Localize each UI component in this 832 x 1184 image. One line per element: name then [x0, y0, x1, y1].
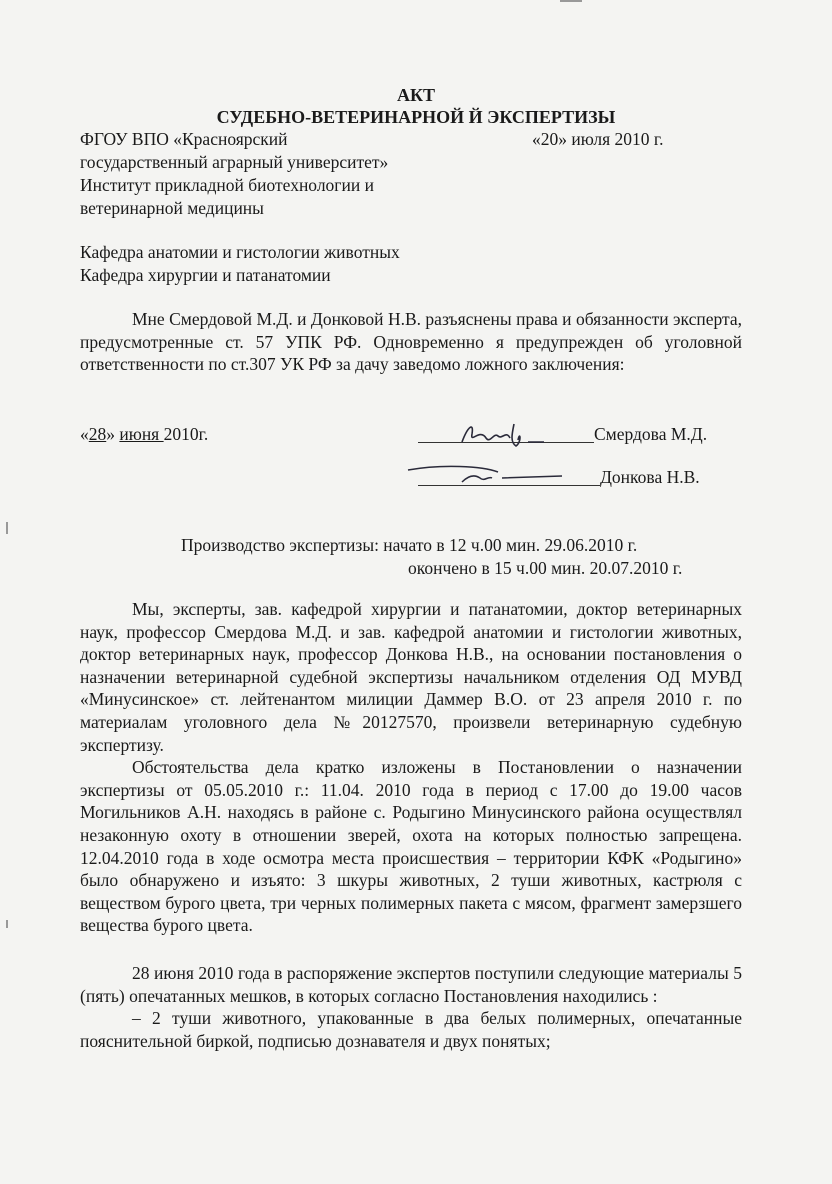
date-year: 2010г. [163, 424, 209, 444]
rights-paragraph: Мне Смердовой М.Д. и Донковой Н.В. разъяснены права и обязанности эксперта, предусмотренные ст. 57 УПК РФ. Одновременно я предупрежден об уголовной ответственности по ст.307 УК РФ за дачу заведомо ложного заключения: [80, 309, 742, 375]
date-close: » [106, 424, 120, 444]
doc-title-line1: АКТ [396, 85, 436, 105]
department-2: Кафедра хирургии и патанатомии [80, 265, 331, 285]
signature-date [80, 423, 208, 445]
scan-mark-left-2 [6, 920, 8, 928]
signer-2-name: Донкова Н.В. [600, 467, 700, 487]
date-day: 28 [88, 424, 107, 444]
body-paragraph-4: – 2 туши животного, упакованные в два белых полимерных, опечатанные пояснительной биркой, подписью дознавателя и двух понятых; [80, 1008, 742, 1051]
org-name-line4: ветеринарной медицины [80, 198, 264, 218]
body-paragraph-2: Обстоятельства дела кратко изложены в Постановлении о назначении экспертизы от 05.05.2010 г.: 11.04. 2010 года в период с 17.00 до 19.00 часов Могильников А.Н. находясь в районе с. Родыгино Минусинского района осуществлял незаконную охоту в отношении зверей, охота на которых полностью запрещена. 12.04.2010 года в ходе осмотра места происшествия – территории КФК «Родыгино» было обнаружено и изъято: 3 шкуры животных, 2 туши животных, кастрюля с веществом бурого цвета, три черных полимерных пакета с мясом, фрагмент замерзшего вещества бурого цвета. [80, 757, 742, 936]
doc-date: «20» июля 2010 г. [532, 129, 664, 149]
department-1: Кафедра анатомии и гистологии животных [80, 242, 400, 262]
scan-mark [560, 0, 582, 2]
org-name-line1: ФГОУ ВПО «Красноярский [80, 129, 288, 149]
body-text-2 [80, 962, 742, 1052]
date-open: « [80, 424, 89, 444]
body-text [80, 598, 742, 937]
scan-mark-left-1 [6, 522, 8, 534]
org-name-line2: государственный аграрный университет» [80, 152, 389, 172]
signer-1-name: Смердова М.Д. [594, 424, 708, 444]
body-paragraph-3: 28 июня 2010 года в распоряжение экспертов поступили следующие материалы 5 (пять) опечатанных мешков, в которых согласно Постановления находились : [80, 963, 742, 1006]
signature-scribble-2 [402, 458, 572, 488]
body-paragraph-1: Мы, эксперты, зав. кафедрой хирургии и патанатомии, доктор ветеринарных наук, профессор Смердова М.Д. и зав. кафедрой анатомии и гистологии животных, доктор ветеринарных наук, профессор Донкова Н.В., на основании постановления о назначении ветеринарной судебной экспертизы начальником отделения ОД МУВД «Минусинское» ст. лейтенантом милиции Даммер В.О. от 23 апреля 2010 г. по материалам уголовного дела №20127570, произвели ветеринарную судебную экспертизу. [80, 599, 742, 755]
doc-title-line2: СУДЕБНО-ВЕТЕРИНАРНОЙ Й ЭКСПЕРТИЗЫ [216, 107, 616, 127]
date-month: июня [119, 424, 164, 444]
org-name-line3: Институт прикладной биотехнологии и [80, 175, 374, 195]
production-finished: окончено в 15 ч.00 мин. 20.07.2010 г. [408, 558, 683, 578]
production-started: Производство экспертизы: начато в 12 ч.00 мин. 29.06.2010 г. [181, 535, 638, 555]
signature-scribble-1 [458, 418, 558, 452]
